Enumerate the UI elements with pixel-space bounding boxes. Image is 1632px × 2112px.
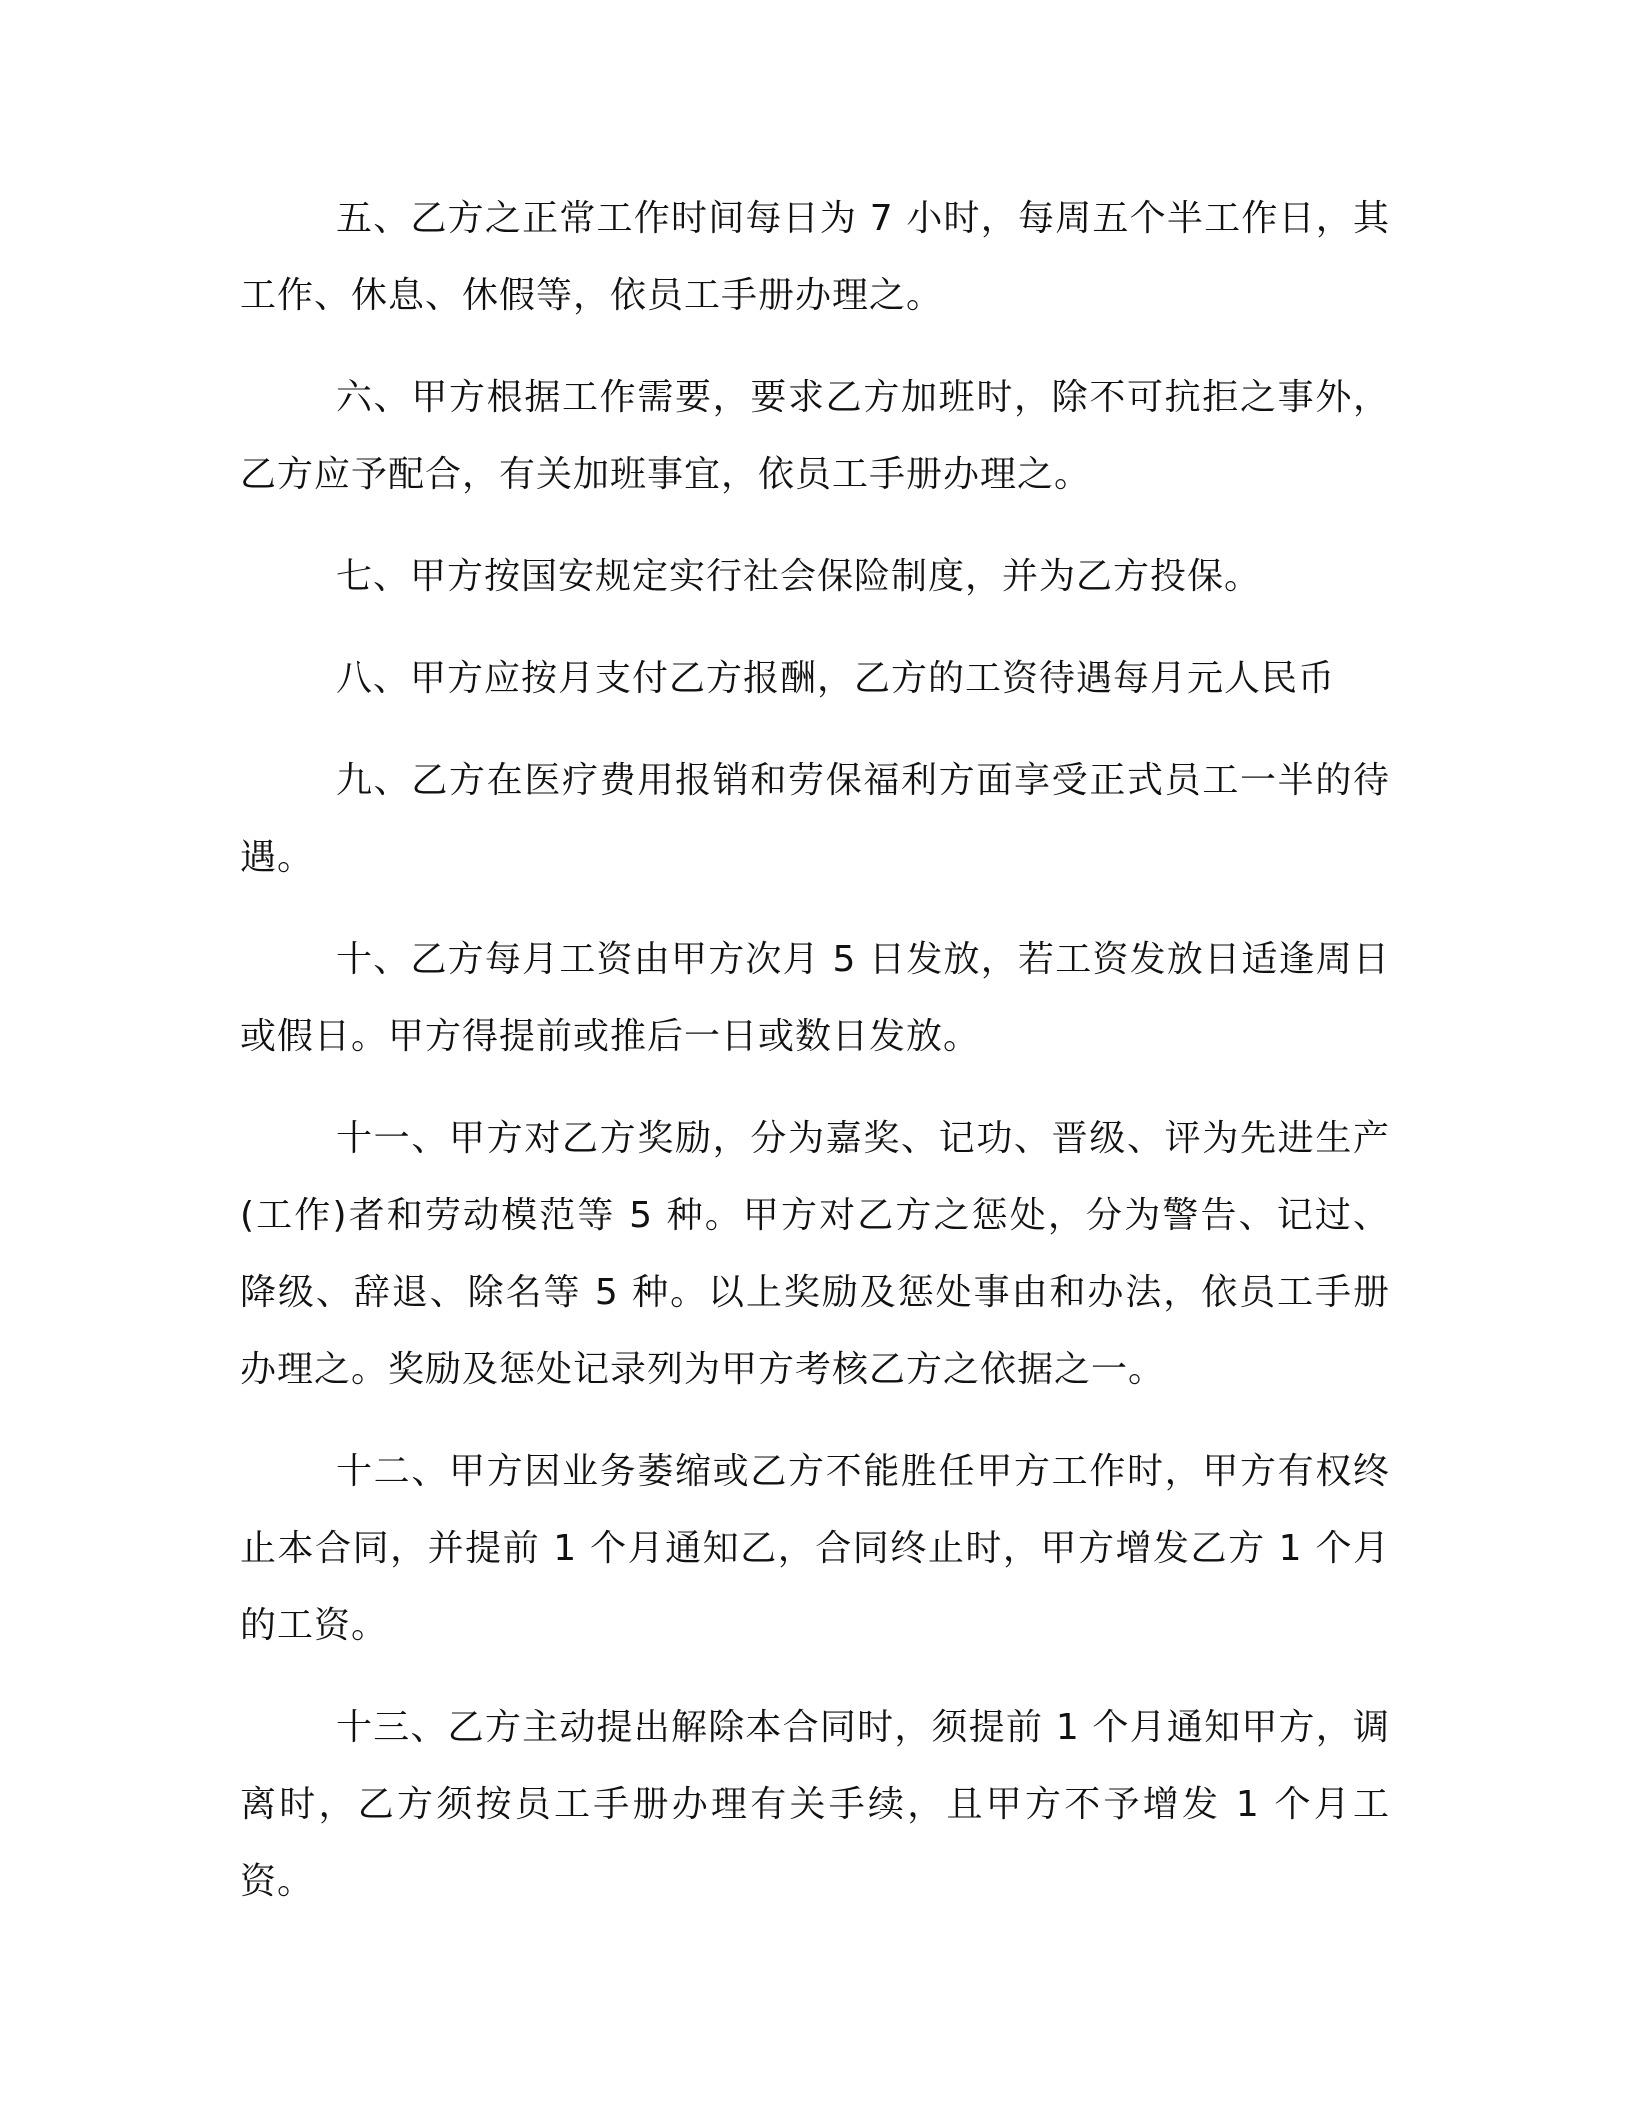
clause-9: 九、乙方在医疗费用报销和劳保福利方面享受正式员工一半的待遇。 (240, 760, 1390, 878)
clause-5: 五、乙方之正常工作时间每日为 7 小时，每周五个半工作日，其工作、休息、休假等，依员工手册办理之。 (240, 198, 1390, 316)
clause-7: 七、甲方按国安规定实行社会保险制度，并为乙方投保。 (336, 556, 1262, 597)
clause-10: 十、乙方每月工资由甲方次月 5 日发放，若工资发放日适逢周日或假日。甲方得提前或推后一日或数日发放。 (240, 939, 1390, 1057)
clause-12: 十二、甲方因业务萎缩或乙方不能胜任甲方工作时，甲方有权终止本合同，并提前 1 个月通知乙，合同终止时，甲方增发乙方 1 个月的工资。 (240, 1451, 1390, 1646)
clause-11: 十一、甲方对乙方奖励，分为嘉奖、记功、晋级、评为先进生产(工作)者和劳动模范等 5 种。甲方对乙方之惩处，分为警告、记过、降级、辞退、除名等 5 种。以上奖励及惩处事由和办法，依员工手册办理之。奖励及惩处记录列为甲方考核乙方之依据之一。 (240, 1118, 1390, 1390)
clause-6: 六、甲方根据工作需要，要求乙方加班时，除不可抗拒之事外，乙方应予配合，有关加班事宜，依员工手册办理之。 (240, 377, 1390, 495)
clause-8: 八、甲方应按月支付乙方报酬，乙方的工资待遇每月元人民币 (336, 658, 1336, 699)
clause-13: 十三、乙方主动提出解除本合同时，须提前 1 个月通知甲方，调离时，乙方须按员工手册办理有关手续，且甲方不予增发 1 个月工资。 (240, 1707, 1390, 1902)
document-body (240, 180, 1390, 1920)
